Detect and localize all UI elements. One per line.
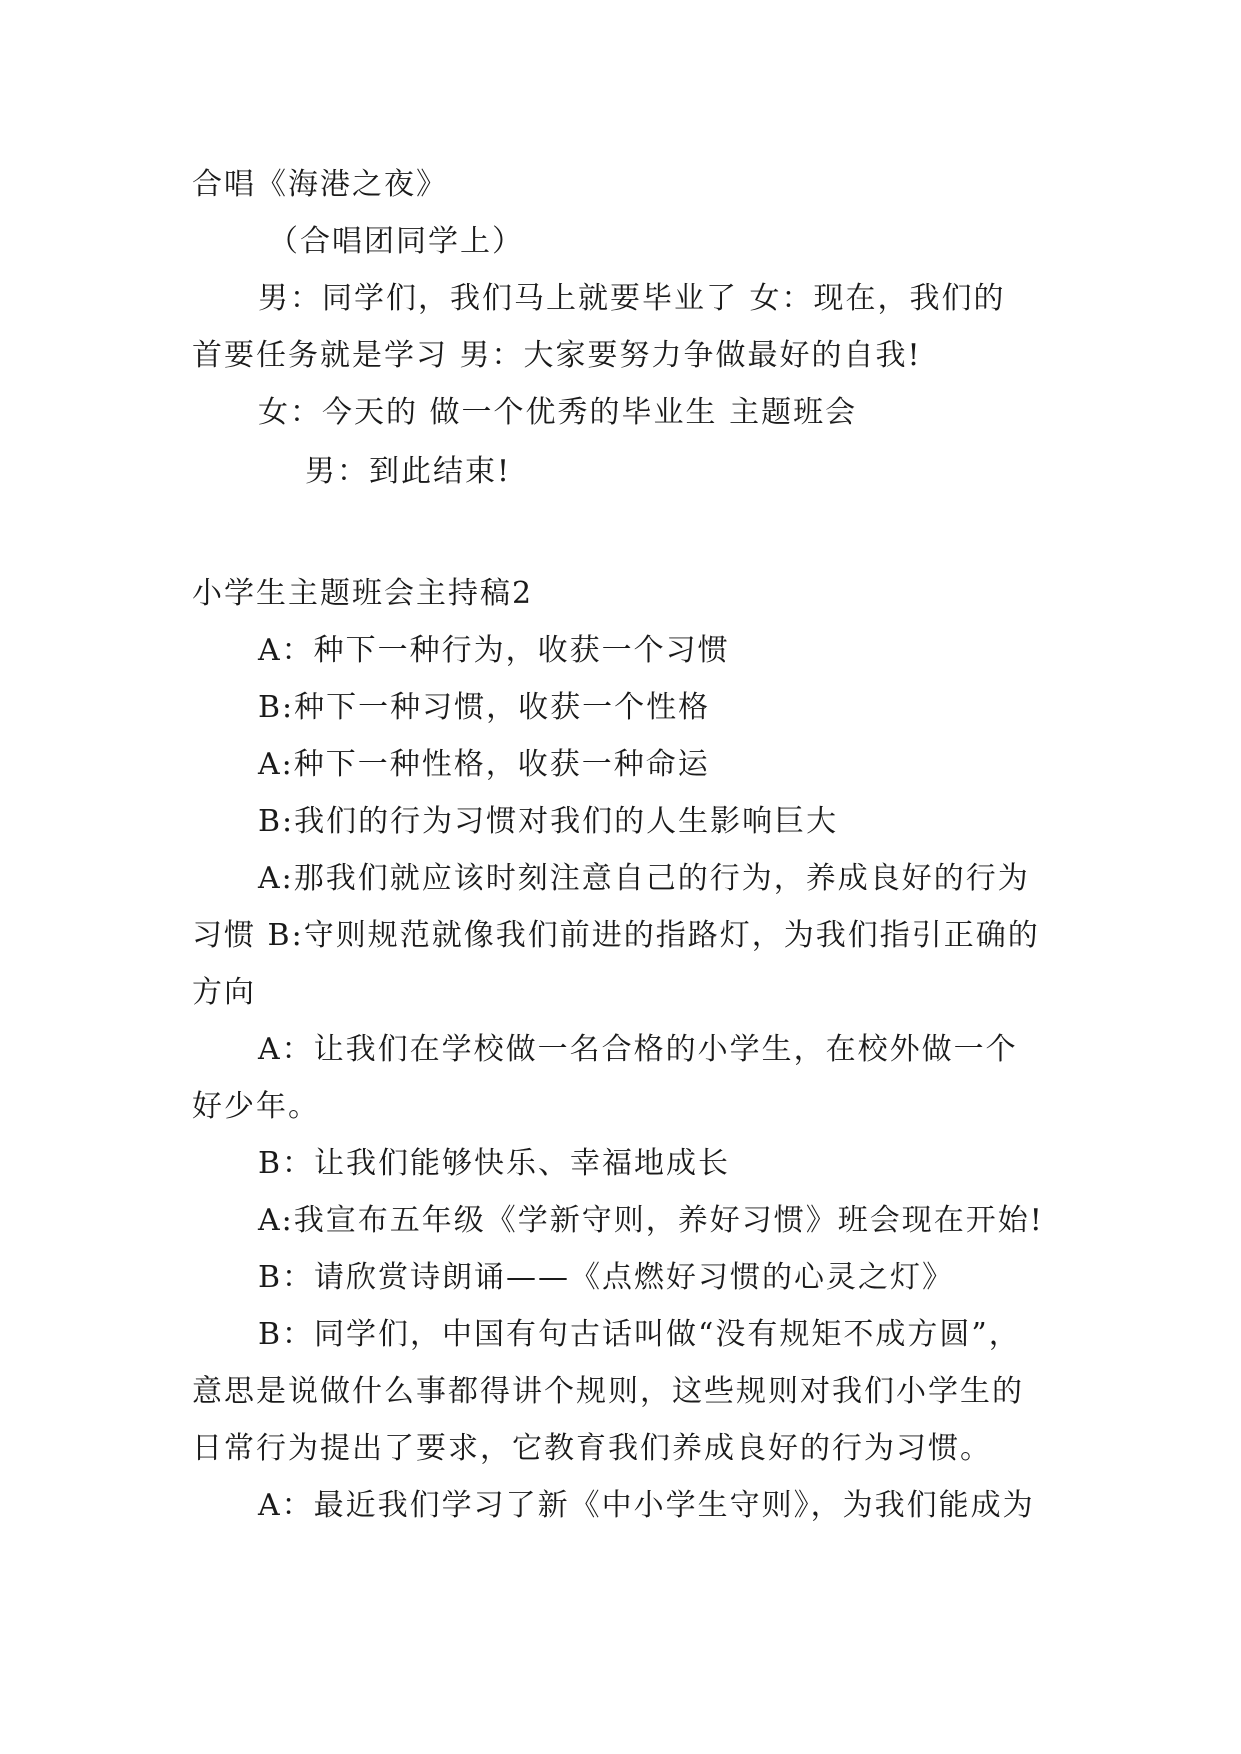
paragraph-line: 女：今天的 做一个优秀的毕业生 主题班会: [258, 395, 858, 430]
section-title: 小学生主题班会主持稿2: [192, 576, 534, 611]
paragraph-line: A:我宣布五年级《学新守则，养好习惯》班会现在开始!: [258, 1203, 1044, 1238]
paragraph-line: 意思是说做什么事都得讲个规则，这些规则对我们小学生的: [192, 1374, 1024, 1409]
paragraph-line: 习惯 B:守则规范就像我们前进的指路灯，为我们指引正确的: [192, 918, 1040, 953]
paragraph-line: B：同学们，中国有句古话叫做“没有规矩不成方圆”，: [258, 1317, 1021, 1352]
paragraph-line: 男：同学们，我们马上就要毕业了 女：现在，我们的: [258, 281, 1006, 316]
paragraph-line: 好少年。: [192, 1089, 320, 1124]
paragraph-line: B：请欣赏诗朗诵——《点燃好习惯的心灵之灯》: [258, 1260, 955, 1295]
paragraph-line: 方向: [192, 975, 256, 1010]
paragraph-line: 男：到此结束!: [305, 454, 512, 489]
paragraph-line: （合唱团同学上）: [268, 224, 524, 259]
paragraph-line: B:我们的行为习惯对我们的人生影响巨大: [258, 804, 839, 839]
paragraph-line: A：种下一种行为，收获一个习惯: [258, 633, 730, 668]
paragraph-line: B：让我们能够快乐、幸福地成长: [258, 1146, 731, 1181]
paragraph-line: 日常行为提出了要求，它教育我们养成良好的行为习惯。: [192, 1431, 992, 1466]
paragraph-line: A：让我们在学校做一名合格的小学生，在校外做一个: [258, 1032, 1018, 1067]
paragraph-line: A:那我们就应该时刻注意自己的行为，养成良好的行为: [258, 861, 1030, 896]
paragraph-line: B:种下一种习惯，收获一个性格: [258, 690, 711, 725]
section-title: 合唱《海港之夜》: [192, 167, 448, 202]
paragraph-line: 首要任务就是学习 男：大家要努力争做最好的自我!: [192, 338, 922, 373]
paragraph-line: A：最近我们学习了新《中小学生守则》，为我们能成为: [258, 1488, 1035, 1523]
paragraph-line: A:种下一种性格，收获一种命运: [258, 747, 710, 782]
